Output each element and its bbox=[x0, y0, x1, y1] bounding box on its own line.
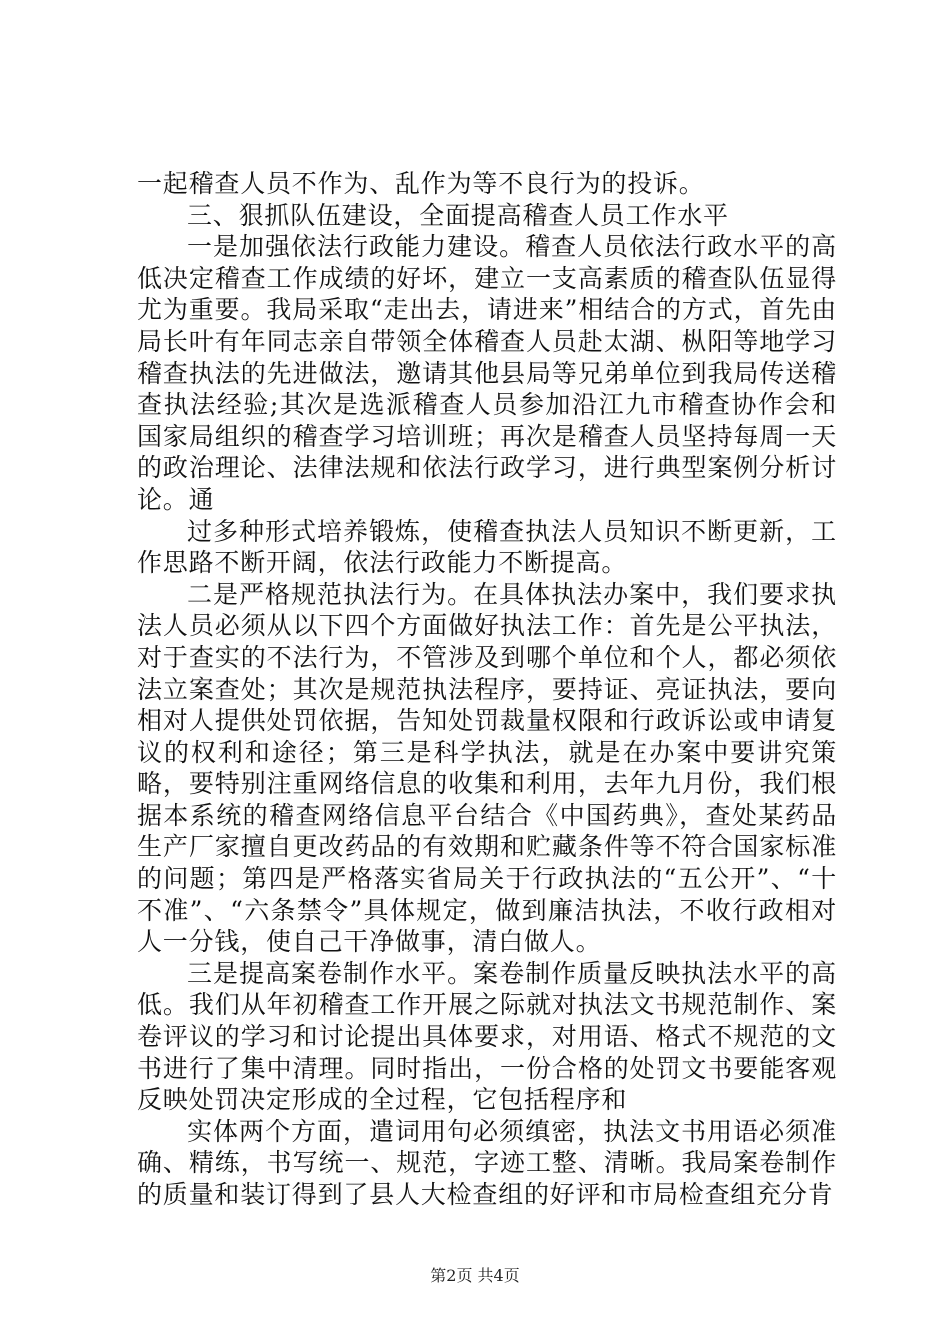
paragraph-capacity-building: 一是加强依法行政能力建设。稽查人员依法行政水平的高低决定稽查工作成绩的好坏，建立一支高素质的稽查队伍显得尤为重要。我局采取“走出去，请进来”相结合的方式，首先由局长叶有年同志亲自带领全体稽查人员赴太湖、枞阳等地学习稽查执法的先进做法，邀请其他县局等兄弟单位到我局传送稽查执法经验;其次是选派稽查人员参加沿江九市稽查协作会和国家局组织的稽查学习培训班；再次是稽查人员坚持每周一天的政治理论、法律法规和依法行政学习，进行典型案例分析讨论。通 bbox=[137, 232, 837, 514]
paragraph-case-files-end: 实体两个方面，遣词用句必须缜密，执法文书用语必须准确、精练，书写统一、规范，字迹工整、清晰。我局案卷制作的质量和装订得到了县人大检查组的好评和市局检查组充分肯 bbox=[137, 1116, 837, 1209]
paragraph-capacity-building-end: 过多种形式培养锻炼，使稽查执法人员知识不断更新，工作思路不断开阔，依法行政能力不断提高。 bbox=[137, 516, 837, 578]
page-number-footer: 第2页 共4页 bbox=[430, 1266, 520, 1285]
paragraph-law-enforcement: 二是严格规范执法行为。在具体执法办案中，我们要求执法人员必须从以下四个方面做好执法工作：首先是公平执法，对于查实的不法行为，不管涉及到哪个单位和个人，都必须依法立案查处；其次是规范执法程序，要持证、亮证执法，要向相对人提供处罚依据，告知处罚裁量权限和行政诉讼或申请复议的权利和途径；第三是科学执法，就是在办案中要讲究策略，要特别注重网络信息的收集和利用，去年九月份，我们根据本系统的稽查网络信息平台结合《中国药典》，查处某药品生产厂家擅自更改药品的有效期和贮藏条件等不符合国家标准的问题；第四是严格落实省局关于行政执法的“五公开”、“十不准”、“六条禁令”具体规定，做到廉洁执法，不收行政相对人一分钱，使自己干净做事，清白做人。 bbox=[137, 579, 837, 957]
document-body bbox=[137, 168, 837, 1211]
section-heading: 三、狠抓队伍建设，全面提高稽查人员工作水平 bbox=[187, 200, 729, 230]
paragraph-case-files: 三是提高案卷制作水平。案卷制作质量反映执法水平的高低。我们从年初稽查工作开展之际就对执法文书规范制作、案卷评议的学习和讨论提出具体要求，对用语、格式不规范的文书进行了集中清理。同时指出，一份合格的处罚文书要能客观反映处罚决定形成的全过程，它包括程序和 bbox=[137, 958, 837, 1115]
paragraph-continuation: 一起稽查人员不作为、乱作为等不良行为的投诉。 bbox=[137, 169, 705, 198]
